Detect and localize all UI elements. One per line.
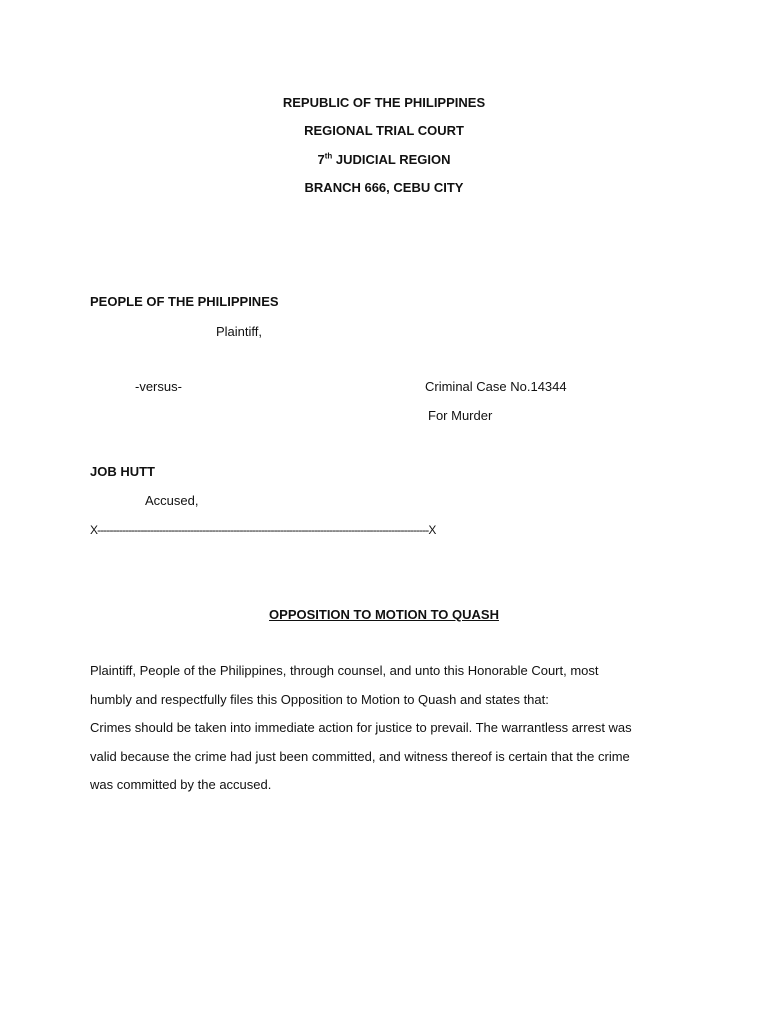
header-region xyxy=(0,152,768,168)
body-line: humbly and respectfully files this Opposition to Motion to Quash and states that: xyxy=(90,692,549,707)
accused-label: Accused, xyxy=(145,493,199,508)
header-branch: BRANCH 666, CEBU CITY xyxy=(304,180,464,195)
region-text: JUDICIAL REGION xyxy=(332,152,451,167)
region-suffix: th xyxy=(324,151,333,161)
case-number: Criminal Case No.14344 xyxy=(425,379,567,394)
accused-name: JOB HUTT xyxy=(90,464,155,479)
body-line: Crimes should be taken into immediate action for justice to prevail. The warrantless arrest was xyxy=(90,720,632,735)
document-title: OPPOSITION TO MOTION TO QUASH xyxy=(269,607,499,622)
case-type: For Murder xyxy=(428,408,493,423)
body-line: was committed by the accused. xyxy=(90,777,272,792)
body-line: Plaintiff, People of the Philippines, through counsel, and unto this Honorable Court, most xyxy=(90,663,599,678)
versus-label: -versus- xyxy=(135,379,182,394)
caption-separator: X-----------------------------------------------------------------------------------------------------------X xyxy=(90,523,436,537)
header-court: REGIONAL TRIAL COURT xyxy=(304,123,464,138)
plaintiff-name: PEOPLE OF THE PHILIPPINES xyxy=(90,294,279,309)
plaintiff-label: Plaintiff, xyxy=(216,324,263,339)
header-republic: REPUBLIC OF THE PHILIPPINES xyxy=(282,95,486,110)
body-line: valid because the crime had just been committed, and witness thereof is certain that the crime xyxy=(90,749,630,764)
region-number: 7 xyxy=(317,152,325,167)
